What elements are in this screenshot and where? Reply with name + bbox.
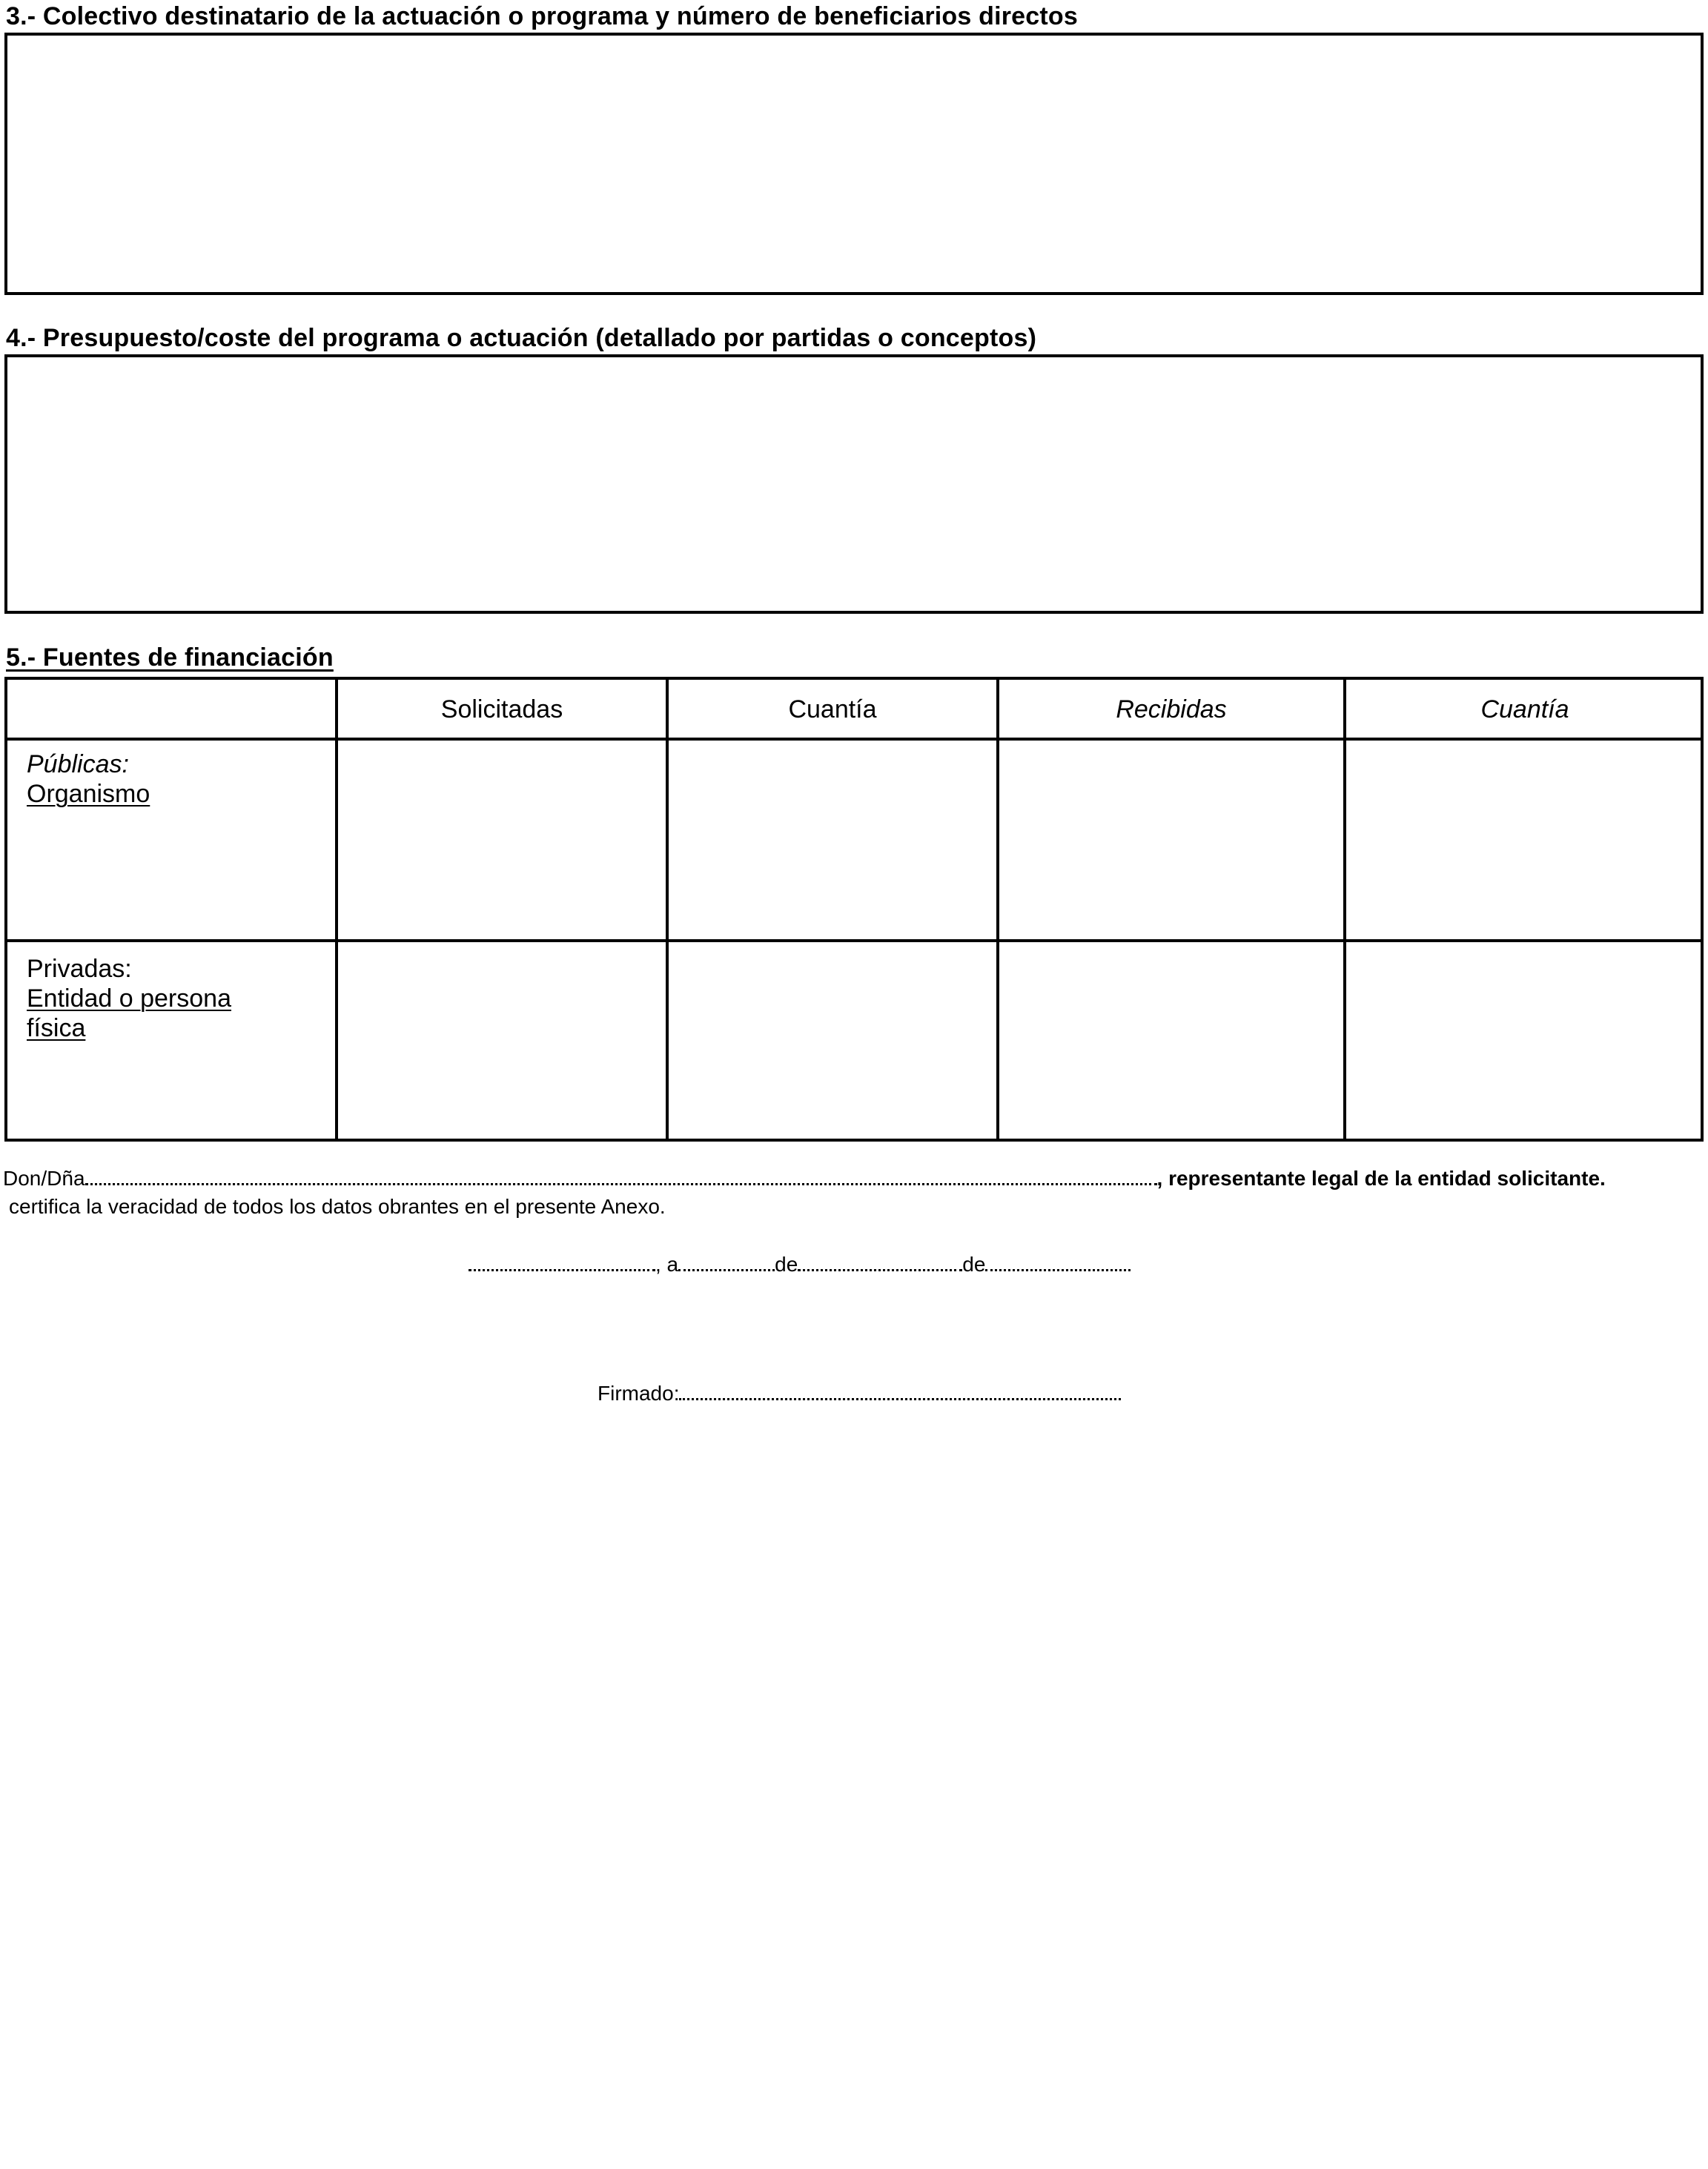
funding-sources-table	[4, 677, 1704, 1142]
row-label-privadas-title: Privadas:	[27, 955, 132, 983]
column-header-solicitadas: Solicitadas	[440, 695, 563, 723]
signature-line	[598, 1380, 1121, 1406]
row-label-fisica: física	[27, 1014, 86, 1042]
row-label-privadas	[27, 954, 231, 1043]
section-3-heading	[6, 1, 1078, 31]
cell-publicas-recibidas[interactable]	[999, 741, 1343, 939]
certification-name-line	[3, 1165, 1606, 1191]
legal-representative-text: , representante legal de la entidad solicitante.	[1156, 1167, 1606, 1190]
signed-label: Firmado:	[598, 1382, 680, 1405]
date-de-label-1: de	[775, 1253, 798, 1276]
year-blank[interactable]	[985, 1251, 1131, 1271]
column-header-recibidas: Recibidas	[1116, 695, 1227, 723]
date-a-label: , a	[655, 1253, 679, 1276]
section-5-title: 5.- Fuentes de financiación	[6, 643, 334, 672]
cell-privadas-cuantia-1[interactable]	[669, 942, 996, 1139]
column-header-cuantia-2: Cuantía	[1480, 695, 1569, 723]
cell-publicas-cuantia-1[interactable]	[669, 741, 996, 939]
place-blank[interactable]	[469, 1251, 655, 1271]
row-label-publicas-title: Públicas:	[27, 750, 129, 778]
don-dna-label: Don/Dña	[3, 1167, 85, 1190]
date-place-line	[469, 1251, 1131, 1277]
cell-privadas-recibidas[interactable]	[999, 942, 1343, 1139]
row-label-entidad: Entidad o persona	[27, 984, 231, 1013]
section-3-title: 3.- Colectivo destinatario de la actuación o programa y número de beneficiarios directos	[6, 2, 1078, 30]
name-blank[interactable]	[85, 1165, 1157, 1185]
cell-publicas-solicitadas[interactable]	[338, 741, 666, 939]
section-4-textbox[interactable]	[4, 354, 1704, 614]
row-label-publicas	[27, 749, 150, 809]
month-blank[interactable]	[798, 1251, 962, 1271]
section-4-heading	[6, 323, 1036, 353]
day-blank[interactable]	[678, 1251, 775, 1271]
cell-privadas-solicitadas[interactable]	[338, 942, 666, 1139]
section-5-heading	[6, 643, 334, 672]
cell-publicas-cuantia-2[interactable]	[1346, 741, 1704, 939]
date-de-label-2: de	[962, 1253, 986, 1276]
signature-blank[interactable]	[679, 1380, 1121, 1400]
section-4-title: 4.- Presupuesto/coste del programa o actuación (detallado por partidas o conceptos)	[6, 324, 1037, 352]
column-header-cuantia-1: Cuantía	[788, 695, 877, 723]
cell-privadas-cuantia-2[interactable]	[1346, 942, 1704, 1139]
row-label-organismo: Organismo	[27, 780, 150, 808]
certification-statement: certifica la veracidad de todos los datos obrantes en el presente Anexo.	[9, 1195, 666, 1218]
section-3-textbox[interactable]	[4, 33, 1704, 295]
